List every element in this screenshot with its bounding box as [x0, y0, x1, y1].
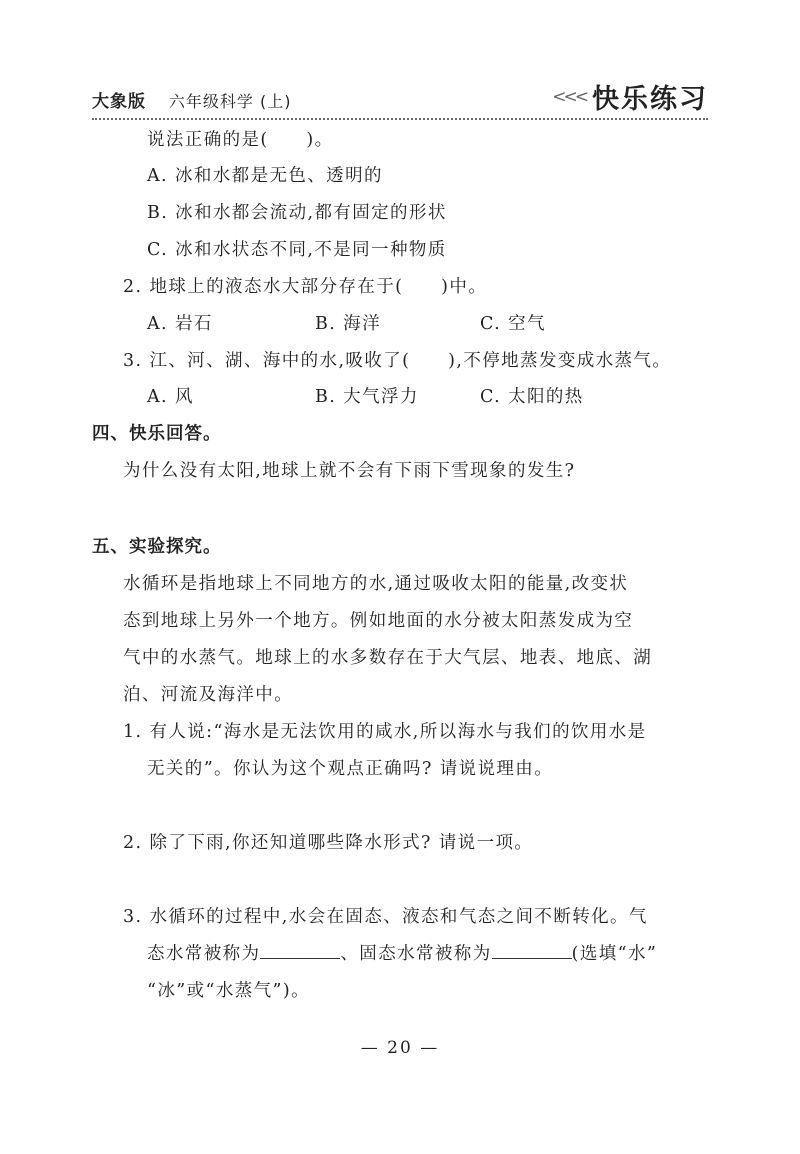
- question-1-option-b: B. 冰和水都会流动,都有固定的形状: [147, 203, 447, 223]
- question-2-stem: 2. 地球上的液态水大部分存在于( )中。: [123, 277, 488, 297]
- passage-line-3: 气中的水蒸气。地球上的水多数存在于大气层、地表、地底、湖: [123, 648, 653, 668]
- section-brand: [552, 77, 708, 116]
- passage-line-4: 泊、河流及海洋中。: [123, 685, 294, 705]
- section-4-heading: 四、快乐回答。: [92, 424, 222, 444]
- section-4-question: 为什么没有太阳,地球上就不会有下雨下雪现象的发生?: [123, 461, 576, 481]
- question-3-option-c: C. 太阳的热: [480, 387, 584, 407]
- question-3-stem: 3. 江、河、湖、海中的水,吸收了( ),不停地蒸发变成水蒸气。: [123, 351, 672, 371]
- exp-question-1-line-1: 1. 有人说:“海水是无法饮用的咸水,所以海水与我们的饮用水是: [123, 722, 647, 742]
- fill-in-text-3: (选填“水”: [571, 944, 658, 964]
- fill-in-text-2: 、固态水常被称为: [340, 944, 492, 964]
- chevron-left-icon: <<<: [552, 86, 586, 107]
- section-5-heading: 五、实验探究。: [92, 537, 222, 557]
- page-header: [92, 70, 708, 116]
- exp-question-3-line-3: “冰”或“水蒸气”)。: [147, 981, 311, 1001]
- question-2-option-c: C. 空气: [480, 314, 546, 334]
- grade-subject-label: 六年级科学 (上): [168, 92, 292, 111]
- question-2-option-b: B. 海洋: [315, 314, 381, 334]
- question-3-option-b: B. 大气浮力: [315, 387, 419, 407]
- question-1-stem-end: 说法正确的是( )。: [147, 130, 334, 150]
- exp-question-2: 2. 除了下雨,你还知道哪些降水形式? 请说一项。: [123, 833, 534, 853]
- passage-line-2: 态到地球上另外一个地方。例如地面的水分被太阳蒸发成为空: [123, 611, 634, 631]
- answer-blank-1[interactable]: [260, 940, 340, 959]
- exp-question-3-line-2: [147, 940, 657, 965]
- question-1-option-c: C. 冰和水状态不同,不是同一种物质: [147, 240, 447, 260]
- brand-title: 快乐练习: [592, 84, 708, 115]
- fill-in-text-1: 态水常被称为: [147, 944, 261, 964]
- header-divider: [92, 118, 708, 120]
- page-number: — 20 —: [360, 1038, 440, 1058]
- book-title: [92, 87, 292, 112]
- answer-blank-2[interactable]: [492, 940, 572, 959]
- question-1-option-a: A. 冰和水都是无色、透明的: [147, 166, 383, 186]
- passage-line-1: 水循环是指地球上不同地方的水,通过吸收太阳的能量,改变状: [123, 574, 629, 594]
- exp-question-1-line-2: 无关的”。你认为这个观点正确吗? 请说说理由。: [147, 759, 554, 779]
- question-3-option-a: A. 风: [147, 387, 194, 407]
- publisher-label: 大象版: [92, 92, 146, 112]
- exp-question-3-line-1: 3. 水循环的过程中,水会在固态、液态和气态之间不断转化。气: [123, 907, 648, 927]
- question-2-option-a: A. 岩石: [147, 314, 213, 334]
